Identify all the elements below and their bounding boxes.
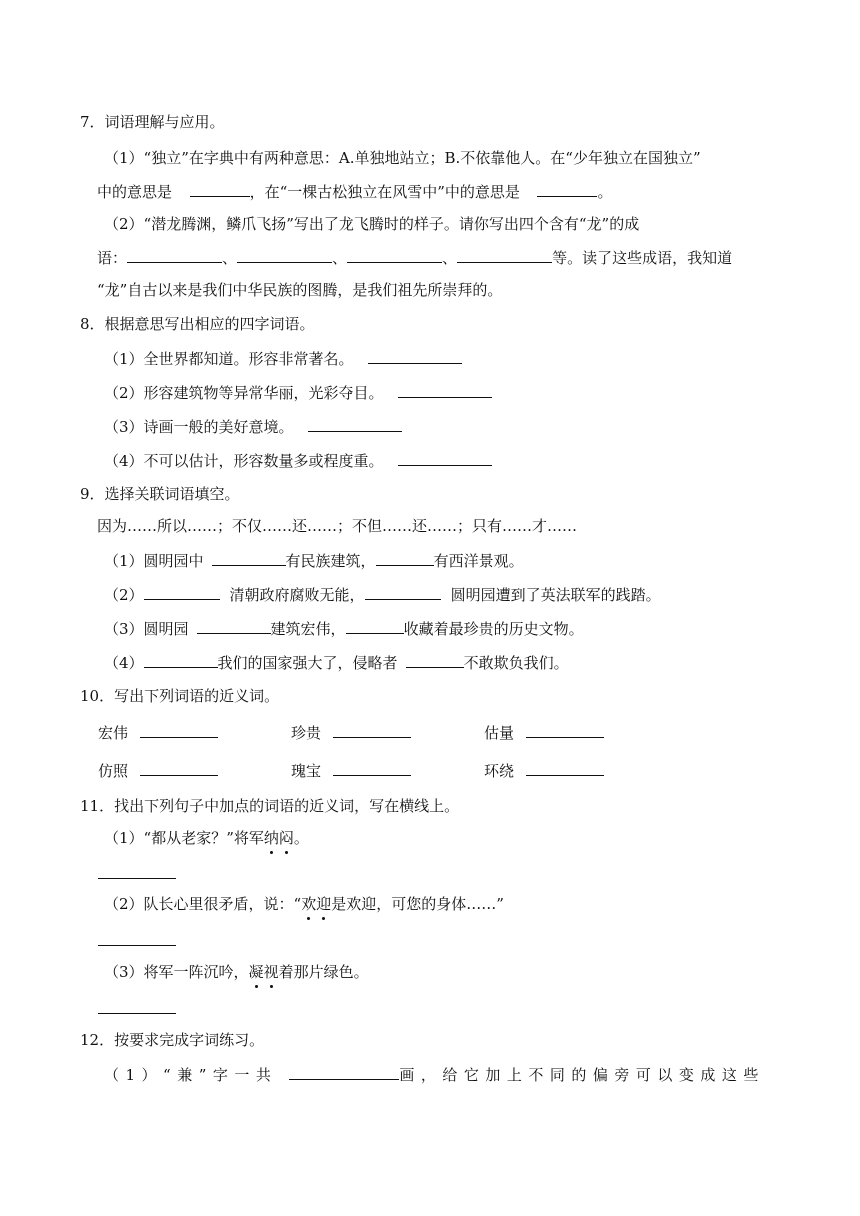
word: 宏伟: [98, 724, 129, 742]
answer-blank[interactable]: [365, 584, 441, 600]
sentence-text: 着那片绿色。: [278, 963, 369, 981]
answer-blank[interactable]: [237, 247, 332, 263]
word: 仿照: [98, 762, 129, 780]
question-11-sentence-1: [104, 828, 309, 848]
question-9-item-3: [104, 618, 584, 639]
answer-blank[interactable]: [347, 247, 442, 263]
answer-blank[interactable]: [398, 382, 492, 398]
answer-blank[interactable]: [333, 722, 411, 738]
answer-blank[interactable]: [368, 348, 462, 364]
item-text: （3）圆明园: [104, 620, 189, 638]
q7-text: 语：: [97, 249, 128, 267]
question-12-part-1: [104, 1064, 765, 1085]
answer-blank[interactable]: [289, 1064, 399, 1080]
question-7-part-1-line-1: （1）“独立”在字典中有两种意思：A.单独地站立；B.不依靠他人。在“少年独立在国独立”: [104, 149, 701, 167]
item-text: 不敢欺负我们。: [463, 654, 569, 672]
item-text: 收藏着最珍贵的历史文物。: [403, 620, 584, 638]
q7-text: 。: [597, 183, 613, 201]
answer-blank[interactable]: [346, 618, 404, 634]
emphasized-char: 闷: [278, 829, 294, 847]
item-text: 清朝政府腐败无能，: [229, 586, 365, 604]
item-text: 有民族建筑，: [285, 552, 376, 570]
question-11-sentence-3: [104, 962, 369, 982]
answer-blank[interactable]: [398, 450, 492, 466]
item-text: （2）: [104, 586, 144, 604]
question-10-title: 10．写出下列词语的近义词。: [80, 687, 280, 705]
item-text: 我们的国家强大了，侵略者: [217, 654, 398, 672]
question-7-part-2-line-1: （2）“潜龙腾渊，鳞爪飞扬”写出了龙飞腾时的样子。请你写出四个含有“龙”的成: [104, 215, 640, 233]
emphasized-char: 欢: [301, 895, 317, 913]
answer-blank[interactable]: [376, 550, 434, 566]
emphasized-char: 纳: [263, 829, 279, 847]
question-8-item-4: [104, 450, 492, 471]
answer-blank[interactable]: [144, 584, 220, 600]
item-text: 建筑宏伟，: [270, 620, 346, 638]
question-9-options: 因为……所以……；不仅……还……；不但……还……；只有……才……: [97, 517, 578, 535]
item-text: （4）: [104, 654, 144, 672]
q7-text: 中的意思是: [97, 183, 173, 201]
sentence-text: 是欢迎，可您的身体……”: [331, 895, 504, 913]
item-text: 画，给它加上不同的偏旁可以变成这些: [399, 1066, 765, 1084]
word: 环绕: [484, 762, 515, 780]
question-8-item-2: [104, 382, 492, 403]
question-9-item-4: [104, 652, 569, 673]
sentence-text: 。: [293, 829, 309, 847]
question-9-item-1: [104, 550, 524, 571]
question-8-item-3: [104, 416, 402, 437]
word: 瑰宝: [291, 762, 322, 780]
sentence-text: （3）将军一阵沉吟，: [104, 963, 249, 981]
emphasized-char: 视: [263, 963, 279, 981]
answer-blank[interactable]: [190, 181, 250, 197]
separator: 、: [442, 249, 458, 267]
question-7-title: 7．词语理解与应用。: [80, 113, 225, 131]
synonym-item: [291, 722, 411, 743]
answer-blank[interactable]: [526, 760, 604, 776]
item-text: （1）“兼”字一共: [104, 1066, 278, 1084]
synonym-item: [291, 760, 411, 781]
synonym-item: [98, 760, 218, 781]
synonym-item: [484, 760, 604, 781]
question-8-title: 8．根据意思写出相应的四字词语。: [80, 315, 315, 333]
answer-blank[interactable]: [537, 181, 597, 197]
item-text: （3）诗画一般的美好意境。: [104, 418, 294, 436]
question-12-title: 12．按要求完成字词练习。: [80, 1031, 265, 1049]
answer-blank[interactable]: [457, 247, 552, 263]
question-9-item-2: [104, 584, 661, 605]
answer-blank[interactable]: [144, 652, 218, 668]
answer-blank[interactable]: [526, 722, 604, 738]
item-text: 有西洋景观。: [433, 552, 524, 570]
answer-blank[interactable]: [127, 247, 222, 263]
synonym-item: [98, 722, 218, 743]
item-text: 圆明园遭到了英法联军的践踏。: [450, 586, 661, 604]
answer-line[interactable]: [98, 878, 176, 879]
item-text: （2）形容建筑物等异常华丽，光彩夺目。: [104, 384, 384, 402]
item-text: （1）全世界都知道。形容非常著名。: [104, 350, 354, 368]
question-11-sentence-2: [104, 894, 504, 914]
answer-blank[interactable]: [197, 618, 271, 634]
question-7-part-2-line-2: [97, 247, 732, 268]
item-text: （1）圆明园中: [104, 552, 204, 570]
question-7-part-1-line-2: [97, 181, 613, 202]
answer-blank[interactable]: [406, 652, 464, 668]
answer-blank[interactable]: [140, 760, 218, 776]
question-9-title: 9．选择关联词语填空。: [80, 485, 240, 503]
separator: 、: [222, 249, 238, 267]
q7-text: 等。读了这些成语，我知道: [552, 249, 733, 267]
item-text: （4）不可以估计，形容数量多或程度重。: [104, 452, 384, 470]
word: 珍贵: [291, 724, 322, 742]
answer-blank[interactable]: [333, 760, 411, 776]
answer-blank[interactable]: [308, 416, 402, 432]
separator: 、: [332, 249, 348, 267]
sentence-text: （1）“都从老家？”将军: [104, 829, 264, 847]
answer-blank[interactable]: [212, 550, 286, 566]
q7-text: ，在“一棵古松独立在风雪中”中的意思是: [249, 183, 520, 201]
emphasized-char: 凝: [248, 963, 264, 981]
answer-blank[interactable]: [140, 722, 218, 738]
sentence-text: （2）队长心里很矛盾，说：“: [104, 895, 302, 913]
answer-line[interactable]: [98, 1013, 176, 1014]
question-7-part-2-line-3: “龙”自古以来是我们中华民族的图腾，是我们祖先所崇拜的。: [97, 281, 503, 299]
emphasized-char: 迎: [316, 895, 332, 913]
question-8-item-1: [104, 348, 462, 369]
question-11-title: 11．找出下列句子中加点的词语的近义词，写在横线上。: [80, 797, 460, 815]
synonym-item: [484, 722, 604, 743]
answer-line[interactable]: [98, 945, 176, 946]
word: 估量: [484, 724, 515, 742]
